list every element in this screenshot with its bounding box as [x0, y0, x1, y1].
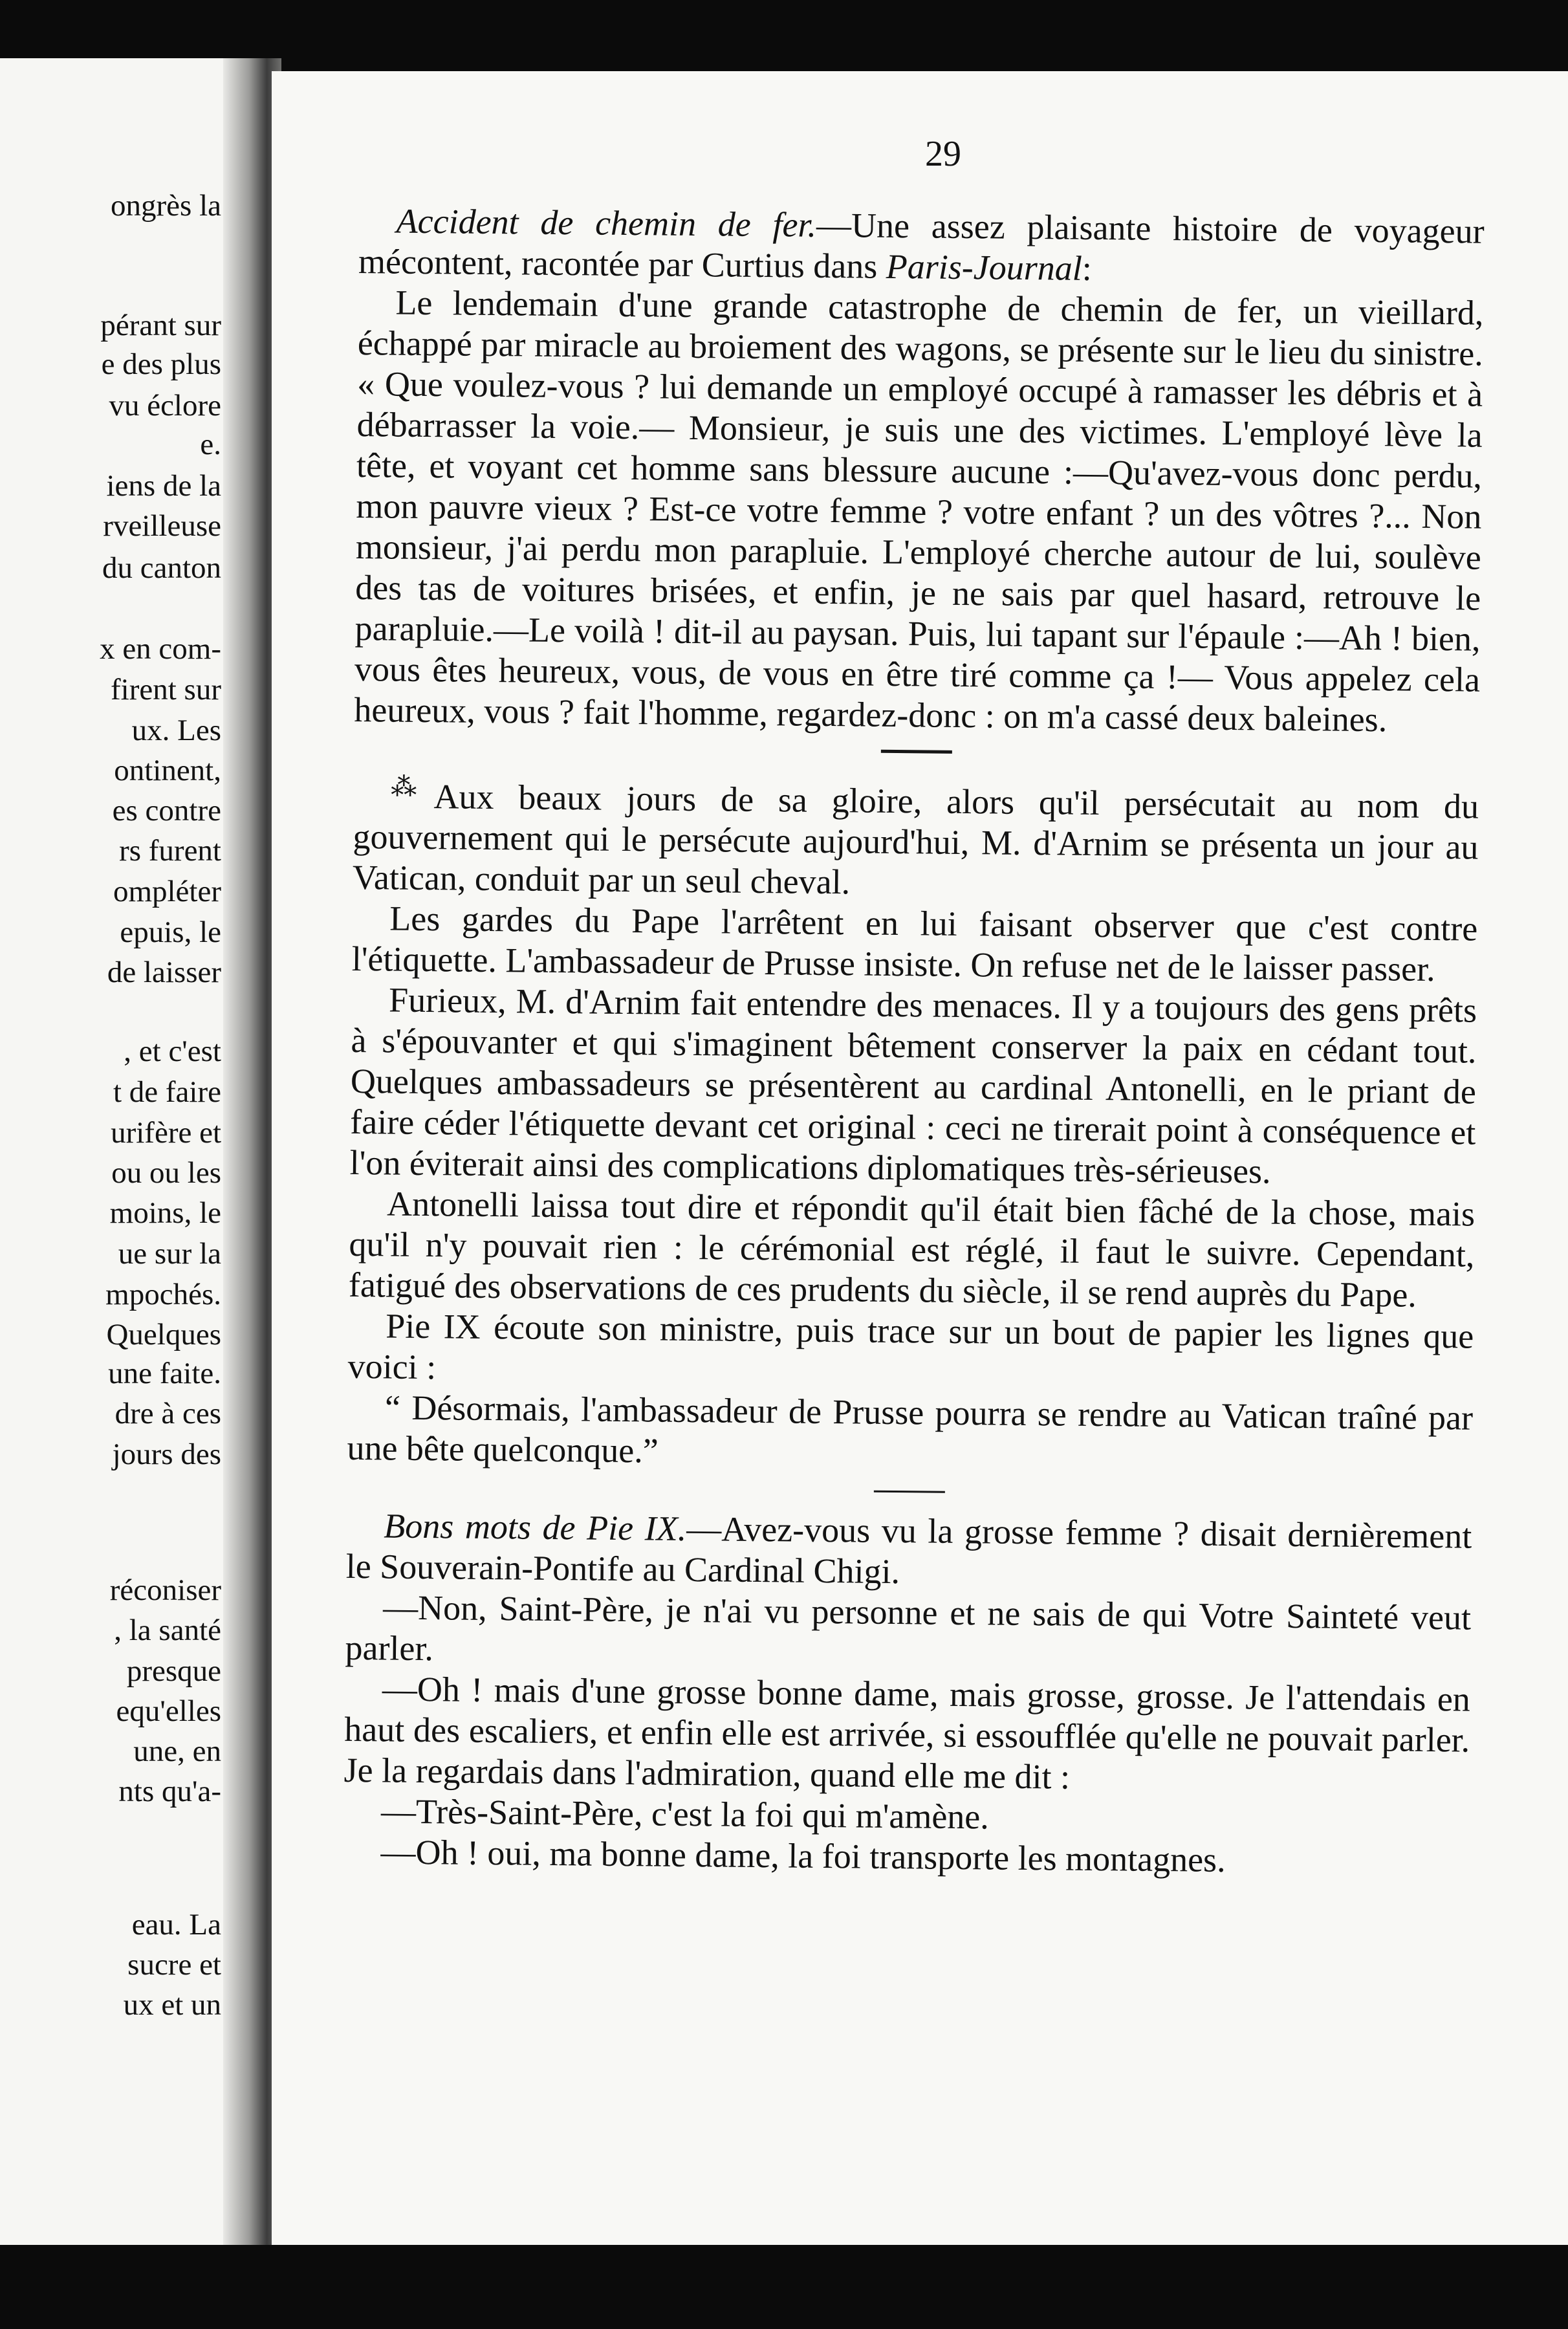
left-page-line: t de faire — [113, 1075, 221, 1109]
story-arnim-p1-text: Aux beaux jours de sa gloire, alors qu'il persécutait au nom du gouvernement qui le persécute aujourd'hui, M. d'Arnim se présenta un jour au Vatican, conduit par un seul cheval. — [352, 777, 1479, 902]
left-page-line: du canton — [102, 551, 221, 585]
left-page-line: ux et un — [123, 1988, 221, 2022]
story-railway-accident-lead — [358, 201, 1485, 293]
asterism-glyph: ⁂ — [391, 772, 430, 802]
story-bons-mots-p3: —Très-Saint-Père, c'est la foi qui m'amène. — [380, 1791, 990, 1837]
left-page-line: une faite. — [108, 1357, 221, 1390]
story-arnim-p5: Pie IX écoute son ministre, puis trace sur un bout de papier les lignes que voici : — [347, 1306, 1474, 1387]
page-text-column — [343, 201, 1485, 1883]
left-page-line: sucre et — [127, 1948, 221, 1982]
left-page-line: iens de la — [106, 469, 221, 503]
left-page-line: ongrès la — [111, 189, 221, 223]
newspaper-name: Paris-Journal — [886, 246, 1083, 288]
section-divider — [874, 1491, 945, 1493]
left-page-line: dre à ces — [114, 1397, 221, 1430]
left-page-line: ue sur la — [118, 1237, 221, 1271]
story-arnim-p3: Furieux, M. d'Arnim fait entendre des menaces. Il y a toujours des gens prêts à s'épouvanter et qui s'imaginent bêtement conserver la paix en cédant tout. Quelques ambassadeurs se présentèrent au cardinal Antonelli, en le priant de faire céder l'étiquette devant cet original : ceci ne tirerait point à conséquence et l'on éviterait ainsi des complications diplomatiques très-sérieuses. — [349, 980, 1477, 1191]
left-page-line: urifère et — [111, 1116, 221, 1150]
left-page-line: e des plus — [101, 347, 221, 381]
lead-colon: : — [1082, 248, 1093, 288]
left-page-line: equ'elles — [116, 1694, 221, 1728]
left-page-line: rveilleuse — [103, 509, 221, 543]
left-page-line: presque — [126, 1654, 221, 1688]
left-page-line: eau. La — [131, 1908, 221, 1941]
story-bons-mots-p1: —Non, Saint-Père, je n'ai vu personne et ne sais de qui Votre Sainteté veut parler. — [345, 1588, 1472, 1668]
left-page-line: firent sur — [111, 673, 221, 706]
left-page-line: jours des — [112, 1438, 221, 1471]
left-page-line: pérant sur — [100, 309, 221, 342]
left-page-line: es contre — [112, 794, 221, 827]
story-arnim-p1 — [353, 766, 1479, 909]
left-page-line: réconiser — [109, 1573, 221, 1607]
story-bons-mots-p2: —Oh ! mais d'une grosse bonne dame, mais grosse, grosse. Je l'attendais en haut des escaliers, et enfin elle est arrivée, si essoufflée qu'elle ne pouvait parler. Je la regardais dans l'admiration, quand elle me dit : — [343, 1669, 1471, 1797]
story-arnim-quote: “ Désormais, l'ambassadeur de Prusse pourra se rendre au Vatican traîné par une bête quelconque.” — [347, 1388, 1474, 1471]
left-page-line: x en com- — [100, 632, 221, 666]
left-page-line: vu éclore — [109, 389, 221, 422]
page-number: 29 — [925, 134, 961, 174]
left-page-line: ompléter — [113, 875, 221, 908]
right-page — [272, 71, 1568, 2245]
story-bons-mots-lead — [345, 1505, 1472, 1598]
left-page-line: rs furent — [119, 834, 221, 868]
left-page-line: ux. Les — [131, 714, 221, 747]
story-lead-text: —Une assez plaisante histoire de voyageur mécontent, racontée par Curtius dans — [358, 205, 1485, 286]
scan-background-bottom — [0, 2245, 1568, 2329]
left-page-line: epuis, le — [120, 915, 221, 949]
left-page-line: ontinent, — [114, 754, 221, 787]
left-page-line: moins, le — [109, 1196, 221, 1230]
story-title-bons-mots: Bons mots de Pie IX. — [384, 1506, 687, 1548]
left-page-line: mpochés. — [105, 1278, 221, 1311]
left-page-line: e. — [200, 428, 221, 461]
story-arnim-p4: Antonelli laissa tout dire et répondit qu'il était bien fâché de la chose, mais qu'il n'y pouvait rien : le cérémonial est réglé, il faut le suivre. Cependant, fatigué des observations de ces prudents du siècle, il se rend auprès du Pape. — [348, 1184, 1475, 1315]
left-page-line: Quelques — [106, 1318, 221, 1351]
story-railway-accident-body: Le lendemain d'une grande catastrophe de chemin de fer, un vieillard, échappé par miracle au broiement des wagons, se présente sur le lieu du sinistre. « Que voulez-vous ? lui demande un employé occupé à ramasser les débris et à débarrasser la voie.— Monsieur, je suis une des victimes. L'employé lève la tête, et voyant cet homme sans blessure aucune :—Qu'avez-vous donc perdu, mon pauvre vieux ? Est-ce votre femme ? votre enfant ? un des vôtres ?... Non monsieur, j'ai perdu mon parapluie. L'employé cherche autour de lui, soulève des tas de voitures brisées, et enfin, je ne sais par quel hasard, retrouve le parapluie.—Le voilà ! dit-il au paysan. Puis, lui tapant sur l'épaule :—Ah ! bien, vous êtes heureux, vous, de vous en être tiré comme ça !— Vous appelez cela heureux, vous ? fait l'homme, regardez-donc : on m'a cassé deux baleines. — [354, 283, 1484, 739]
left-page-line: nts qu'a- — [118, 1775, 221, 1808]
left-page-line: ou ou les — [111, 1156, 221, 1190]
left-page-line: , la santé — [114, 1613, 221, 1647]
story-arnim-p2: Les gardes du Pape l'arrêtent en lui faisant observer que c'est contre l'étiquette. L'ambassadeur de Prusse insiste. On refuse net de le laisser passer. — [351, 899, 1478, 989]
story-title-railway-accident: Accident de chemin de fer. — [396, 201, 817, 245]
left-page-line: , et c'est — [124, 1034, 221, 1068]
story-bons-mots-lead-text: —Avez-vous vu la grosse femme ? disait dernièrement le Souverain-Pontife au Cardinal Chigi. — [345, 1509, 1472, 1591]
section-divider — [881, 750, 952, 754]
story-bons-mots-p4: —Oh ! oui, ma bonne dame, la foi transporte les montagnes. — [380, 1832, 1226, 1879]
left-page-line: de laisser — [107, 956, 221, 989]
left-page-line: une, en — [133, 1734, 221, 1768]
